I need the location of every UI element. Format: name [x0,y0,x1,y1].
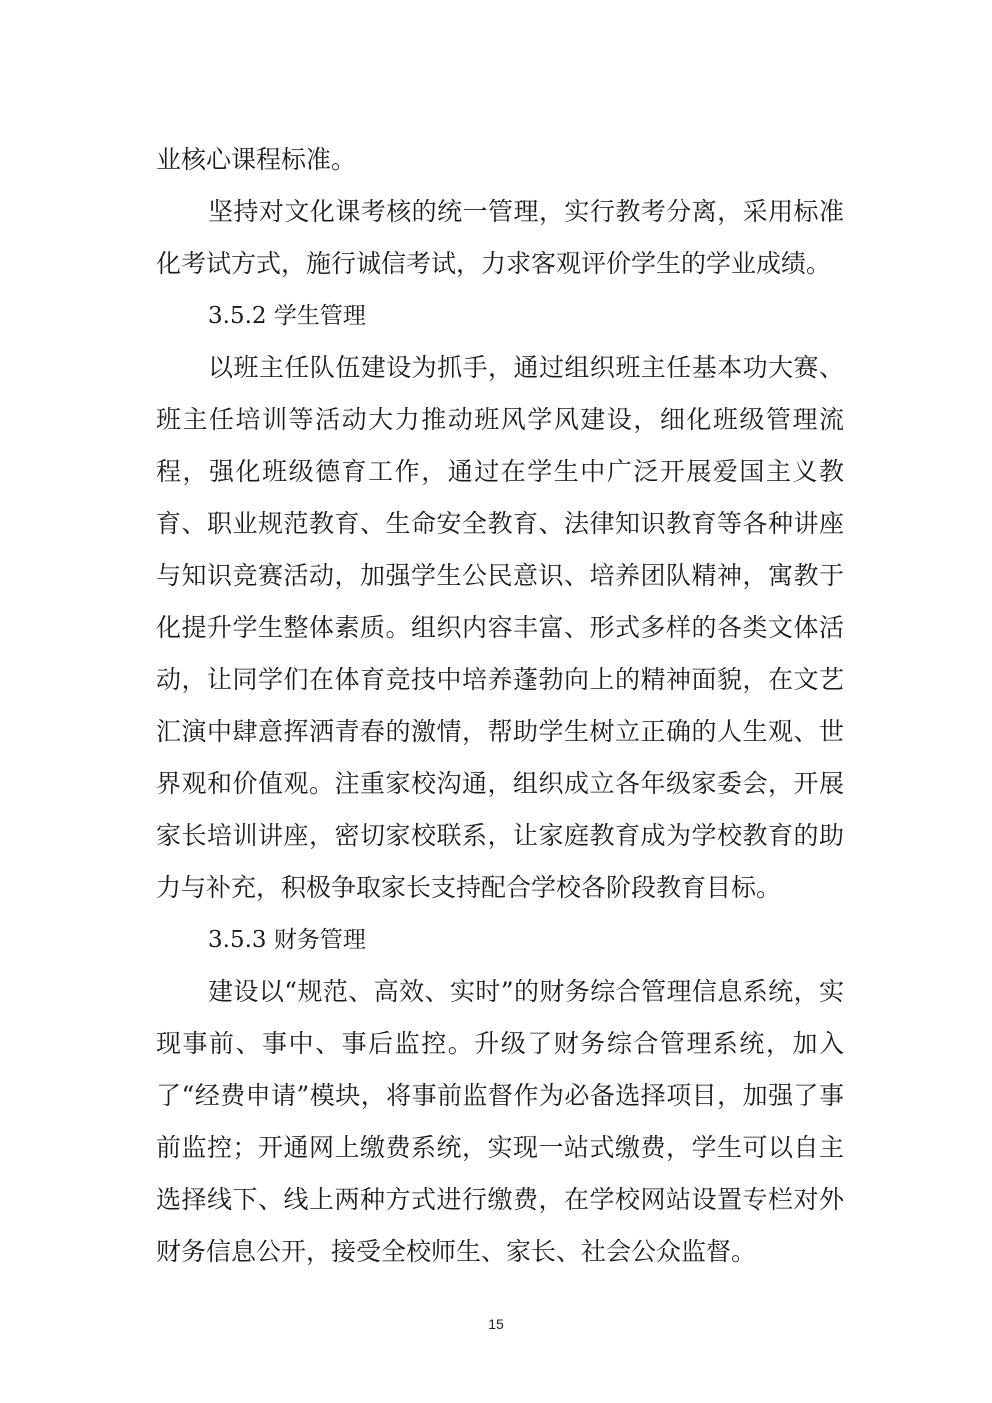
section-heading-student-management: 3.5.2 学生管理 [208,303,366,329]
paragraph-continuation: 业核心课程标准。 [156,145,357,174]
paragraph-student-management: 以班主任队伍建设为抓手，通过组织班主任基本功大赛、班主任培训等活动大力推动班风学风建设，细化班级管理流程，强化班级德育工作，通过在学生中广泛开展爱国主义教育、职业规范教育、生命安全教育、法律知识教育等各种讲座与知识竞赛活动，加强学生公民意识、培养团队精神，寓教于化提升学生整体素质。组织内容丰富、形式多样的各类文体活动，让同学们在体育竞技中培养蓬勃向上的精神面貌，在文艺汇演中肆意挥洒青春的激情，帮助学生树立正确的人生观、世界观和价值观。注重家校沟通，组织成立各年级家委会，开展家长培训讲座，密切家校联系，让家庭教育成为学校教育的助力与补充，积极争取家长支持配合学校各阶段教育目标。 [156,353,844,902]
paragraph-financial-management: 建设以“规范、高效、实时”的财务综合管理信息系统，实现事前、事中、事后监控。升级了财务综合管理系统，加入了“经费申请”模块，将事前监督作为必备选择项目，加强了事前监控；开通网上缴费系统，实现一站式缴费，学生可以自主选择线下、线上两种方式进行缴费，在学校网站设置专栏对外财务信息公开，接受全校师生、家长、社会公众监督。 [156,977,844,1266]
paragraph-assessment: 坚持对文化课考核的统一管理，实行教考分离，采用标准化考试方式，施行诚信考试，力求客观评价学生的学业成绩。 [156,197,844,278]
body-text [156,134,844,1278]
page-number: 15 [488,1316,504,1332]
section-heading-financial-management: 3.5.3 财务管理 [208,927,366,953]
